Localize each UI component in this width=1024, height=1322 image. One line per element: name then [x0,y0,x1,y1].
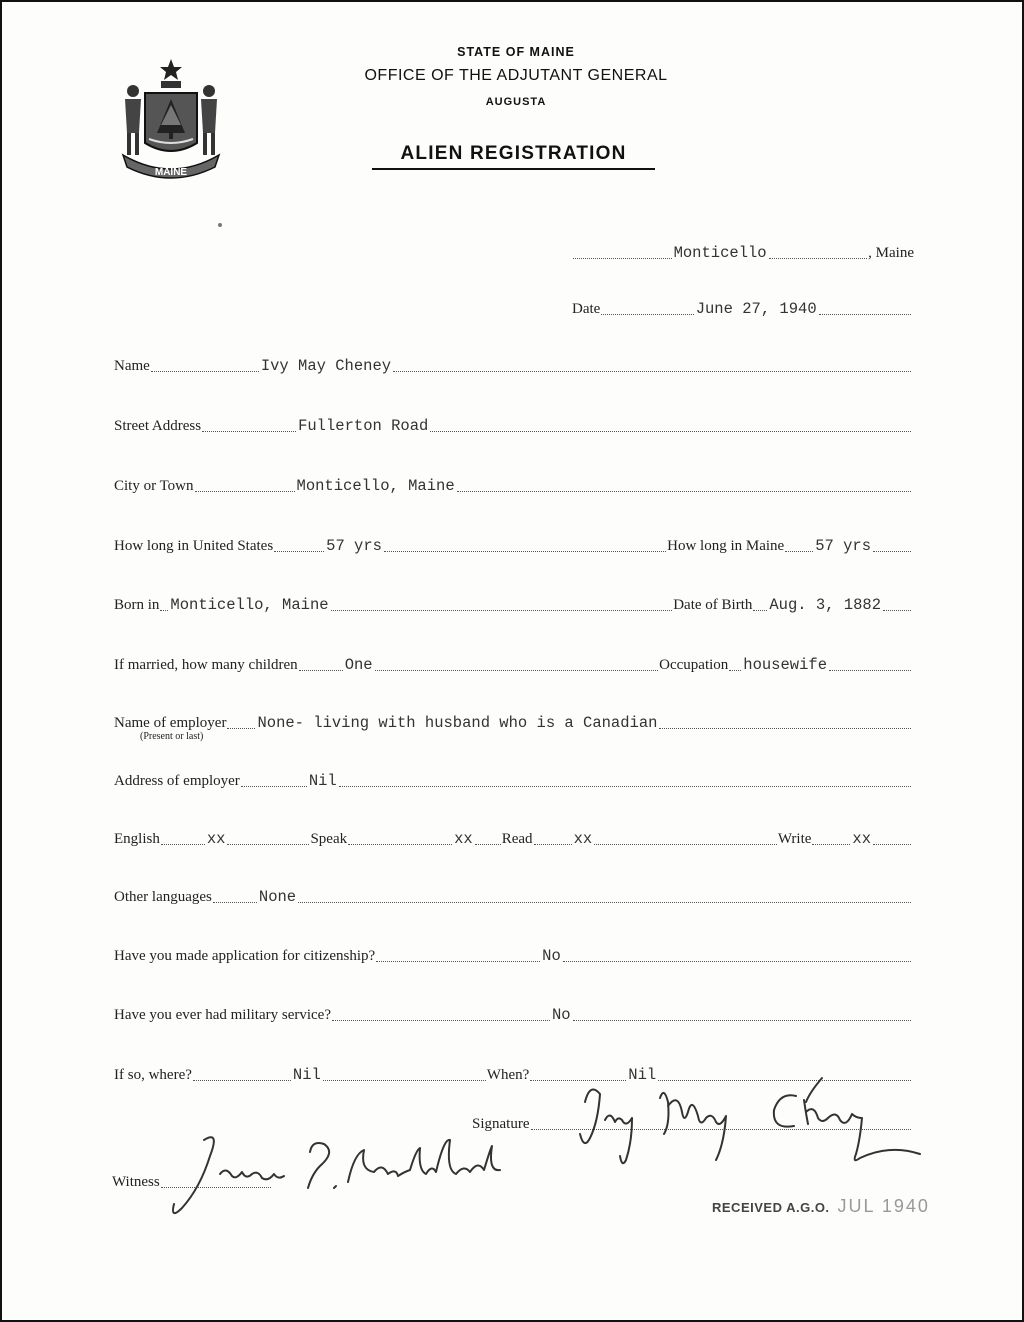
date-label: Date [572,301,601,317]
birth-row [114,596,912,614]
other-languages-row [114,888,912,906]
employer-label: Name of employer [114,715,227,731]
occupation-label: Occupation [659,657,729,673]
dob-label: Date of Birth [673,597,753,613]
header-city: AUGUSTA [485,96,547,108]
military-row [114,1006,912,1024]
employer-row [114,714,912,742]
other-languages-value: None [258,888,297,906]
read-label: Read [501,831,533,847]
other-languages-label: Other languages [114,889,212,905]
city-row [114,477,912,495]
signature-label: Signature [472,1116,530,1132]
witness-label: Witness [112,1174,160,1190]
employer-address-label: Address of employer [114,773,240,789]
english-row [114,830,912,848]
received-stamp [712,1196,930,1217]
street-row [114,417,912,435]
maine-duration-value: 57 yrs [815,537,871,555]
witness-signature [160,1130,540,1220]
header-state: STATE OF MAINE [457,45,575,59]
born-in-label: Born in [114,597,160,613]
residence-duration-row [114,537,912,555]
when-label: When? [486,1067,530,1083]
date-row [572,300,912,318]
children-label: If married, how many children [114,657,298,673]
street-value: Fullerton Road [298,417,429,435]
write-label: Write [777,831,812,847]
born-in-value: Monticello, Maine [170,596,329,614]
children-value: One [344,656,373,674]
ink-speck [218,223,222,227]
military-label: Have you ever had military service? [114,1007,331,1023]
citizenship-row [114,947,912,965]
svg-text:MAINE: MAINE [154,167,188,178]
children-occupation-row [114,656,912,674]
employer-value: None- living with husband who is a Canadian [257,714,658,732]
city-value: Monticello, Maine [296,477,455,495]
name-label: Name [114,358,150,374]
employer-address-row [114,772,912,790]
occupation-value: housewife [743,656,827,674]
maine-state-seal [115,55,227,185]
city-label: City or Town [114,478,194,494]
english-label: English [114,831,160,847]
form-title: ALIEN REGISTRATION [400,143,627,164]
speak-label: Speak [310,831,348,847]
name-value: Ivy May Cheney [260,357,392,375]
street-label: Street Address [114,418,202,434]
us-duration-label: How long in United States [114,538,274,554]
where-label: If so, where? [114,1067,192,1083]
where-value: Nil [292,1066,321,1084]
english-value: xx [206,830,226,848]
when-value: Nil [628,1066,657,1084]
us-duration-value: 57 yrs [326,537,382,555]
maine-duration-label: How long in Maine [667,538,785,554]
date-value: June 27, 1940 [695,300,817,318]
speak-value: xx [454,830,473,848]
employer-sublabel: (Present or last) [140,731,204,742]
header-office: OFFICE OF THE ADJUTANT GENERAL [364,67,668,84]
place-row [572,244,914,262]
stamp-date: JUL 1940 [837,1196,930,1216]
write-value: xx [852,830,871,848]
citizenship-value: No [542,947,561,965]
dob-value: Aug. 3, 1882 [769,596,881,614]
name-row [114,357,912,375]
stamp-text: RECEIVED A.G.O. [712,1200,830,1215]
title-underline [372,168,655,170]
place-value: Monticello [673,244,767,262]
applicant-signature [560,1072,930,1172]
read-value: xx [573,830,593,848]
citizenship-label: Have you made application for citizenship? [114,948,376,964]
military-value: No [552,1006,571,1024]
employer-address-value: Nil [308,772,337,790]
place-suffix: , Maine [868,245,914,261]
